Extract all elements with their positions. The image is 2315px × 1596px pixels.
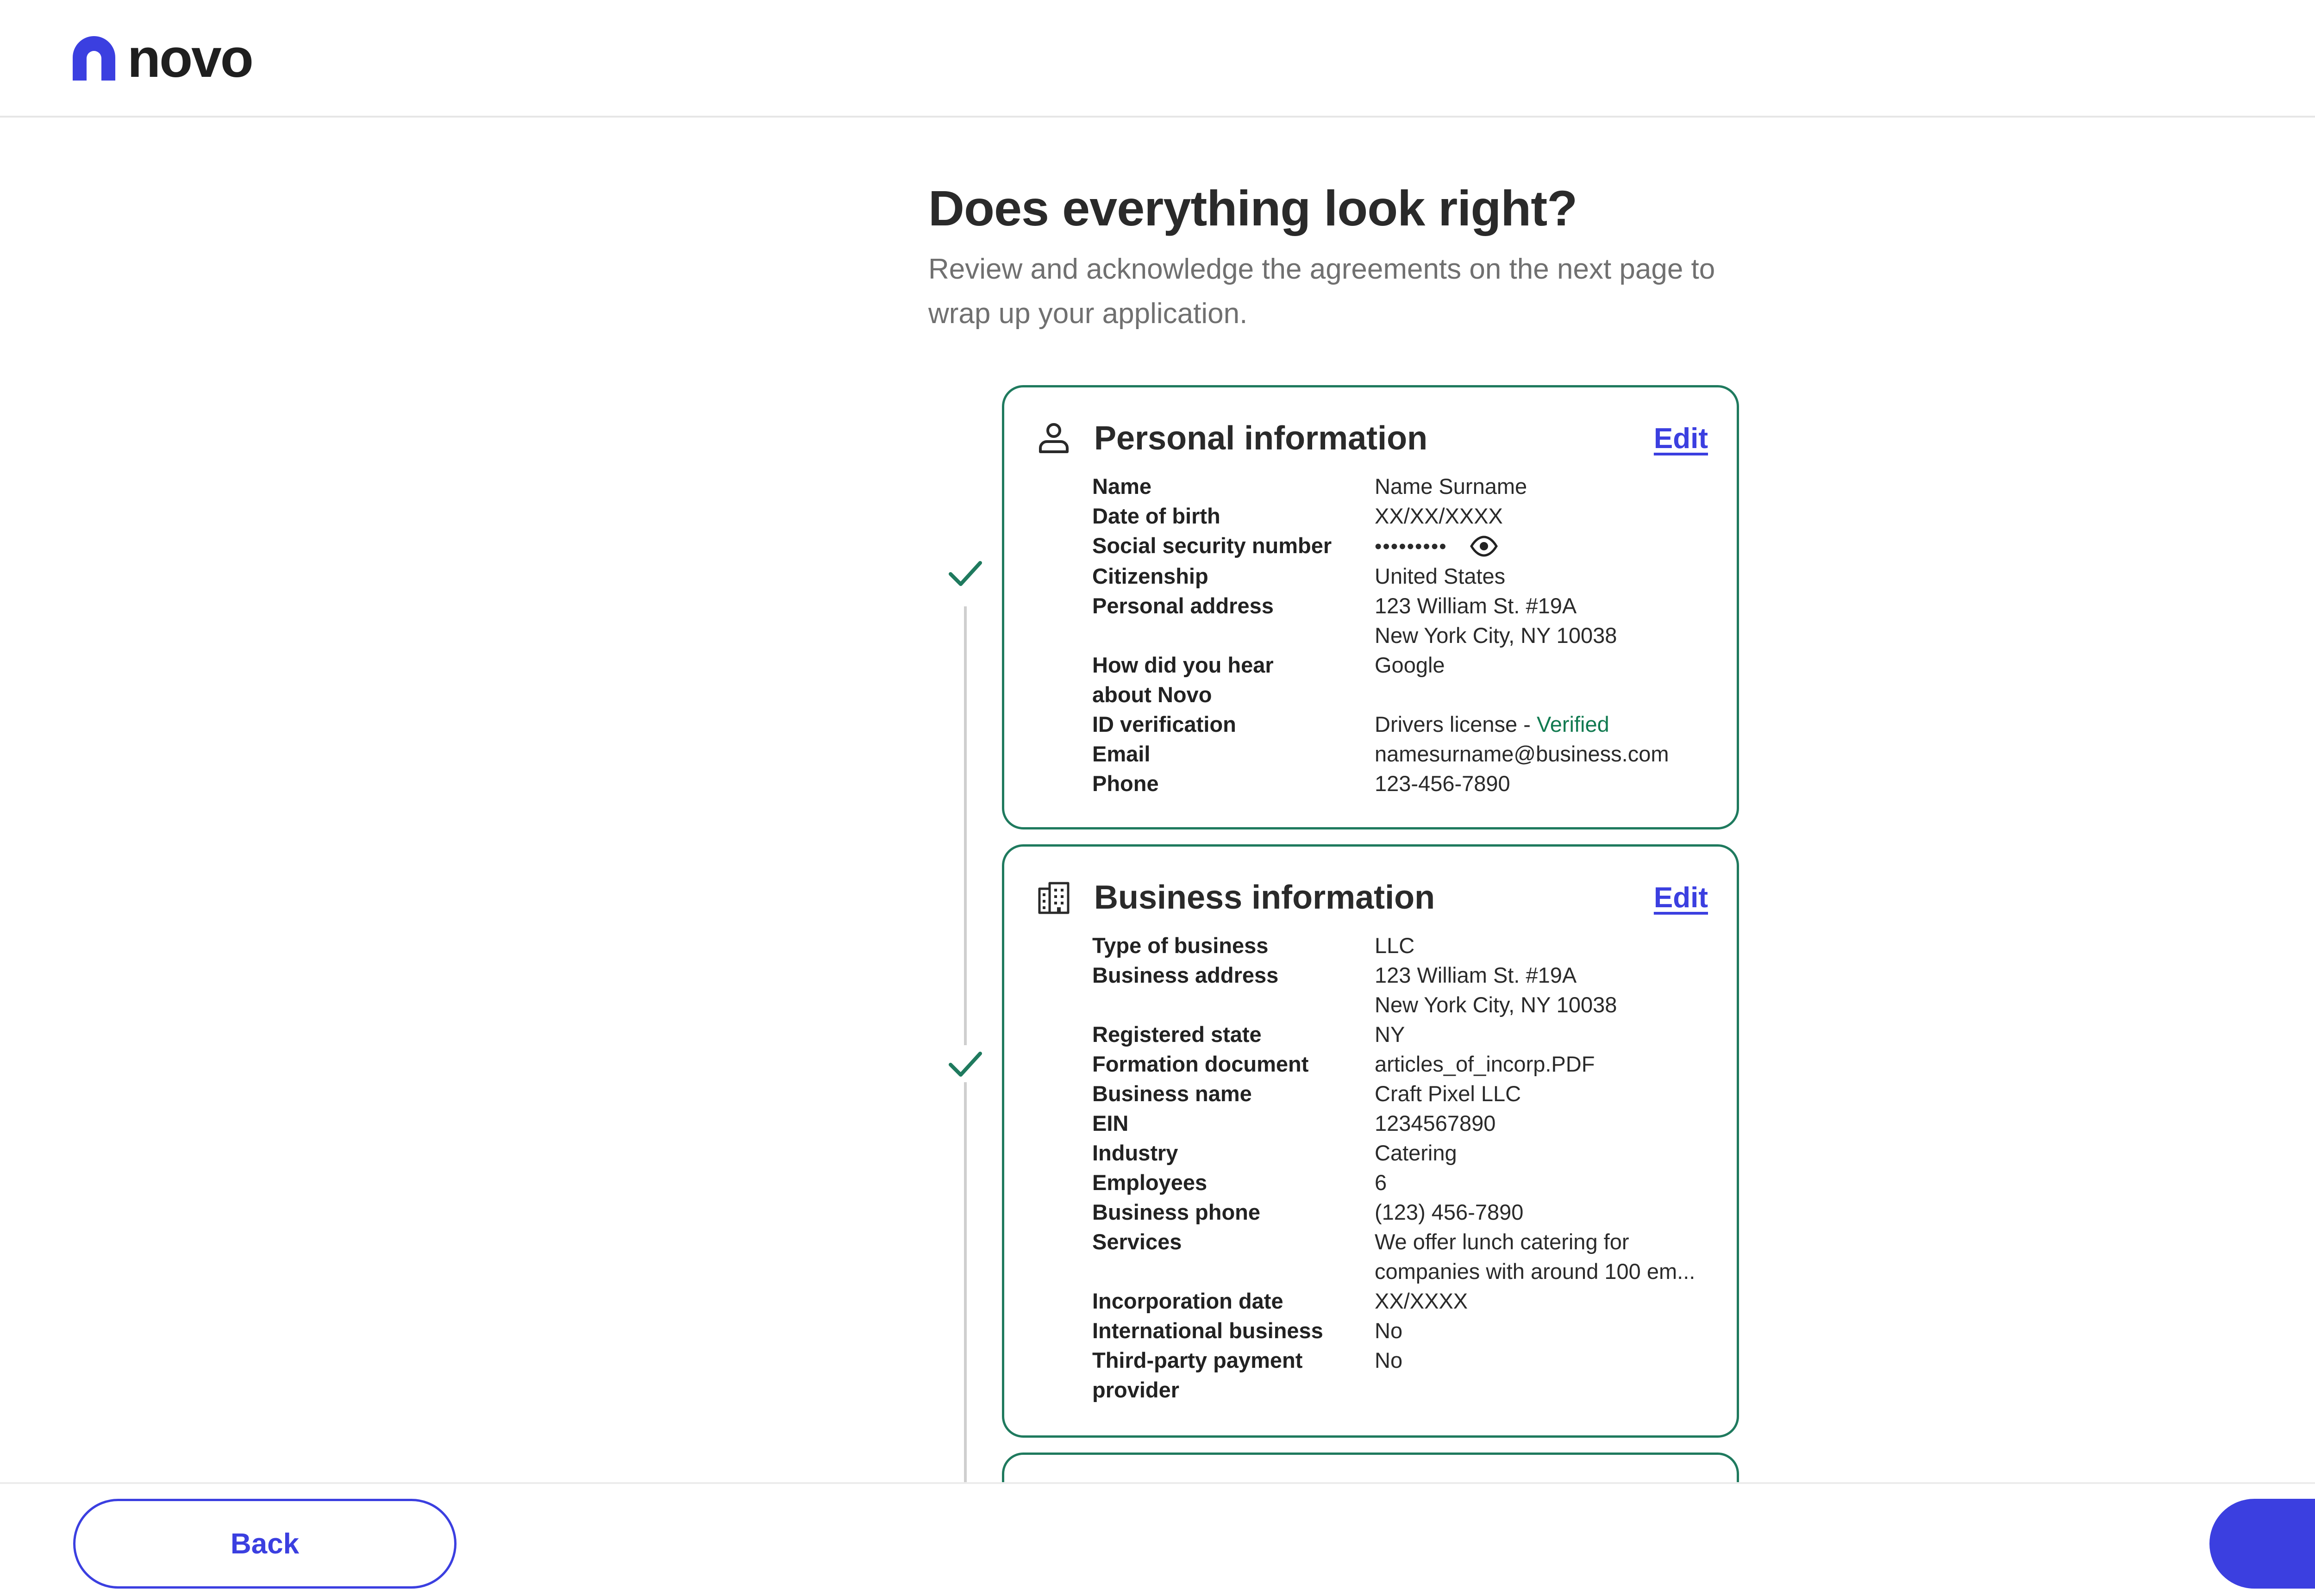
detail-row-name — [1092, 472, 1713, 501]
row-value — [1375, 710, 1713, 739]
detail-row-referral — [1092, 650, 1713, 710]
row-label — [1092, 1346, 1375, 1405]
page-subtitle: Review and acknowledge the agreements on the next page to wrap up your application. — [928, 253, 1715, 330]
page-header — [928, 176, 1739, 336]
row-value: Craft Pixel LLC — [1375, 1081, 1521, 1106]
row-value: (123) 456-7890 — [1375, 1200, 1524, 1224]
detail-row-registered-state — [1092, 1020, 1713, 1049]
row-label: Services — [1092, 1229, 1182, 1254]
back-button[interactable]: Back — [73, 1499, 457, 1589]
row-value: XX/XX/XXXX — [1375, 504, 1503, 528]
row-value: XX/XXXX — [1375, 1289, 1468, 1313]
row-label: Personal address — [1092, 593, 1274, 618]
detail-row-ein — [1092, 1109, 1713, 1138]
address-line-1: 123 William St. #19A — [1375, 593, 1577, 618]
detail-row-incorporation-date — [1092, 1286, 1713, 1316]
detail-row-date-of-birth — [1092, 501, 1713, 531]
row-value: Google — [1375, 653, 1445, 677]
row-value: Name Surname — [1375, 474, 1527, 499]
address-line-1: 123 William St. #19A — [1375, 963, 1577, 987]
row-label: Date of birth — [1092, 504, 1220, 528]
card-header — [1037, 418, 1708, 459]
detail-row-business-phone — [1092, 1197, 1713, 1227]
detail-row-email — [1092, 739, 1713, 769]
row-label: Business address — [1092, 963, 1279, 987]
row-value — [1375, 591, 1713, 650]
detail-row-employees — [1092, 1168, 1713, 1197]
row-value — [1375, 960, 1713, 1020]
row-label: Name — [1092, 474, 1152, 499]
row-value: No — [1375, 1318, 1403, 1343]
personal-information-card — [1002, 385, 1739, 829]
detail-row-citizenship — [1092, 561, 1713, 591]
novo-logo-icon — [73, 36, 115, 81]
detail-row-business-name — [1092, 1079, 1713, 1109]
row-label: Industry — [1092, 1141, 1178, 1165]
row-value: Catering — [1375, 1141, 1457, 1165]
person-icon — [1037, 421, 1071, 455]
masked-ssn: ••••••••• — [1375, 535, 1447, 558]
row-value: namesurname@business.com — [1375, 742, 1669, 766]
personal-details — [1092, 472, 1713, 798]
building-icon — [1037, 880, 1071, 915]
business-information-card — [1002, 844, 1739, 1438]
brand-name: novo — [127, 28, 252, 89]
row-label: Type of business — [1092, 933, 1269, 958]
card-title: Personal information — [1094, 420, 1428, 457]
row-label: Incorporation date — [1092, 1289, 1283, 1313]
row-label: Social security number — [1092, 533, 1332, 558]
row-label: Business phone — [1092, 1200, 1261, 1224]
row-label: Citizenship — [1092, 564, 1208, 588]
row-label: International business — [1092, 1318, 1323, 1343]
detail-row-business-address — [1092, 960, 1713, 1020]
row-value: 1234567890 — [1375, 1111, 1496, 1135]
verified-status: Verified — [1536, 712, 1609, 736]
page-title: Does everything look right? — [928, 180, 1577, 236]
card-title: Business information — [1094, 879, 1435, 916]
id-type: Drivers license - — [1375, 712, 1537, 736]
row-value: LLC — [1375, 933, 1415, 958]
row-label: ID verification — [1092, 712, 1236, 736]
row-label: Registered state — [1092, 1022, 1262, 1047]
services-line-1: We offer lunch catering for — [1375, 1229, 1629, 1254]
checkmark-icon — [947, 1045, 984, 1082]
detail-row-services — [1092, 1227, 1713, 1286]
row-value: 123-456-7890 — [1375, 771, 1510, 796]
next-button[interactable] — [2209, 1499, 2315, 1589]
detail-row-industry — [1092, 1138, 1713, 1168]
detail-row-formation-document — [1092, 1049, 1713, 1079]
row-label: Business name — [1092, 1081, 1252, 1106]
label-line-2: about Novo — [1092, 682, 1212, 707]
services-line-2: companies with around 100 em... — [1375, 1259, 1696, 1284]
detail-row-ssn — [1092, 531, 1713, 561]
label-line-1: Third-party payment — [1092, 1348, 1303, 1372]
row-label: EIN — [1092, 1111, 1129, 1135]
row-value — [1375, 1227, 1713, 1286]
business-details — [1092, 931, 1713, 1405]
novo-logo[interactable] — [73, 28, 252, 89]
address-line-2: New York City, NY 10038 — [1375, 623, 1617, 648]
row-value: 6 — [1375, 1170, 1387, 1195]
row-value: United States — [1375, 564, 1506, 588]
detail-row-third-party-payment — [1092, 1346, 1713, 1405]
edit-personal-link[interactable]: Edit — [1653, 422, 1708, 455]
row-value — [1375, 531, 1713, 561]
row-label — [1092, 650, 1375, 710]
checkmark-icon — [947, 555, 984, 592]
detail-row-business-type — [1092, 931, 1713, 960]
row-label: Employees — [1092, 1170, 1208, 1195]
row-label: Phone — [1092, 771, 1159, 796]
bottom-bar — [0, 1482, 2315, 1596]
row-value: articles_of_incorp.PDF — [1375, 1052, 1595, 1076]
card-header — [1037, 877, 1708, 918]
detail-row-id-verification — [1092, 710, 1713, 739]
top-bar — [0, 0, 2315, 118]
row-label: Email — [1092, 742, 1151, 766]
row-value: NY — [1375, 1022, 1405, 1047]
detail-row-personal-address — [1092, 591, 1713, 650]
label-line-1: How did you hear — [1092, 653, 1274, 677]
address-line-2: New York City, NY 10038 — [1375, 992, 1617, 1017]
row-value: No — [1375, 1348, 1403, 1372]
detail-row-international-business — [1092, 1316, 1713, 1346]
detail-row-phone — [1092, 769, 1713, 798]
eye-icon[interactable] — [1470, 536, 1498, 557]
label-line-2: provider — [1092, 1378, 1180, 1402]
row-label: Formation document — [1092, 1052, 1309, 1076]
edit-business-link[interactable]: Edit — [1653, 881, 1708, 914]
